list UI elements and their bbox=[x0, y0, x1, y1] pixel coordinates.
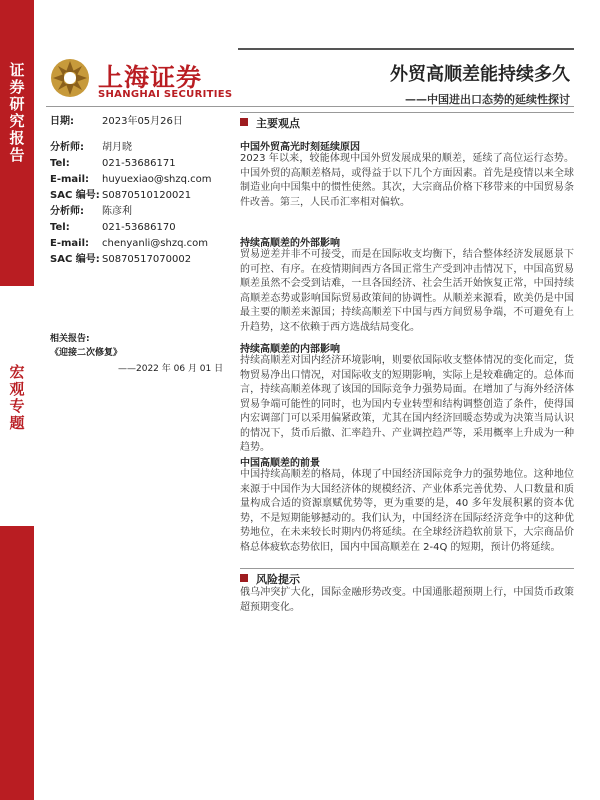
report-category-label: 宏观专题 bbox=[9, 363, 25, 432]
block-heading: 持续高顺差的内部影响 bbox=[240, 344, 340, 355]
date-value: 2023年05月26日 bbox=[102, 116, 183, 127]
sac-label: SAC 编号: bbox=[50, 254, 100, 265]
sac-label: SAC 编号: bbox=[50, 190, 100, 201]
header-divider bbox=[46, 106, 574, 107]
section-marker-icon bbox=[240, 118, 248, 126]
tel-value: 021-53686170 bbox=[102, 222, 176, 233]
section-title: 主要观点 bbox=[256, 117, 300, 130]
title-rule bbox=[238, 48, 574, 50]
block-text: 贸易逆差并非不可接受，而是在国际收支均衡下，结合整体经济发展愿景下的可控、有序。在疫情期间西方各国正常生产受到冲击情况下，中国高贸易顺差虽然不会受到诘难，一旦各国经济、社会生活开始恢复正常，中国持续高顺差态势或影响国际贸易政策间的协调性。从顺差来源看，欧美仍是中国最主要的顺差来源国；持续高顺差下中国与西方间贸易争端，不可避免有上升趋势，这不依赖于西方选战结局变化。 bbox=[240, 249, 574, 333]
analyst-name: 胡月晓 bbox=[102, 142, 132, 153]
analyst-tel-row bbox=[50, 220, 176, 236]
email-value[interactable]: chenyanli@shzq.com bbox=[102, 238, 208, 249]
tel-value: 021-53686171 bbox=[102, 158, 176, 169]
date-row bbox=[50, 114, 183, 130]
analyst-email-row bbox=[50, 172, 212, 188]
section-title: 风险提示 bbox=[256, 573, 300, 586]
date-label: 日期: bbox=[50, 116, 74, 127]
related-report-link[interactable]: 《迎接二次修复》 bbox=[50, 348, 123, 358]
report-type-label: 证券研究报告 bbox=[9, 61, 25, 164]
block-heading: 中国高顺差的前景 bbox=[240, 458, 320, 469]
analyst-name: 陈彦利 bbox=[102, 206, 132, 217]
block-text: 中国持续高顺差的格局，体现了中国经济国际竞争力的强势地位。这种地位来源于中国作为大国经济体的规模经济、产业体系完善优势、人口数量和质量构成合适的资源禀赋优势等，更为重要的是，40 多年发展积累的资本优势，不是短期能够撼动的。我们认为，中国经济在国际经济竞争中的这种优势地位，在未来较长时期内仍将延续。在全球经济趋软前景下，大宗商品价格总体疲软态势依旧，国内中国高顺差在 2-4Q 的短期，预计仍将延续。 bbox=[240, 469, 574, 553]
analyst-name-row bbox=[50, 140, 132, 156]
report-subtitle: ——中国进出口态势的延续性探讨 bbox=[405, 93, 570, 106]
analyst-label: 分析师: bbox=[50, 142, 84, 153]
analyst-name-row bbox=[50, 204, 132, 220]
related-report-date: ——2022 年 06 月 01 日 bbox=[118, 364, 224, 374]
brand-name-cn: 上海证券 bbox=[98, 63, 203, 92]
section-marker-icon bbox=[240, 574, 248, 582]
report-title: 外贸高顺差能持续多久 bbox=[390, 64, 570, 85]
side-band-bottom bbox=[0, 526, 34, 800]
email-label: E-mail: bbox=[50, 174, 90, 185]
block-heading: 持续高顺差的外部影响 bbox=[240, 238, 340, 249]
side-band bbox=[0, 0, 34, 800]
tel-label: Tel: bbox=[50, 222, 70, 233]
section-header-risk bbox=[240, 568, 574, 587]
section-header-key-points bbox=[240, 112, 574, 131]
analyst-tel-row bbox=[50, 156, 176, 172]
risk-text: 俄乌冲突扩大化，国际金融形势改变。中国通胀超预期上行，中国货币政策超预期变化。 bbox=[240, 587, 574, 613]
sac-value: S0870517070002 bbox=[102, 254, 192, 265]
email-label: E-mail: bbox=[50, 238, 90, 249]
tel-label: Tel: bbox=[50, 158, 70, 169]
analyst-sac-row bbox=[50, 188, 191, 204]
brand-name-en: SHANGHAI SECURITIES bbox=[98, 89, 233, 100]
analyst-label: 分析师: bbox=[50, 206, 84, 217]
block-text: 持续高顺差对国内经济环境影响，则要依国际收支整体情况的变化而定，货物贸易净出口情况，对国际收支的短期影响，实际上是较难确定的。总体而言，持续高顺差体现了该国的国际竞争力强势局面。在增加了与海外经济体贸易争端可能性的同时，也为国内专业转型和结构调整创造了条件，使得国内宏调部门可以采用偏紧政策，尤其在国内经济回暖态势或为决策当局认识的情况下，货币后撤、汇率趋升、产业调控趋严等，采用概率上升成为一种趋势。 bbox=[240, 355, 574, 453]
analyst-sac-row bbox=[50, 252, 191, 268]
analyst-email-row bbox=[50, 236, 208, 252]
block-heading: 中国外贸高光时刻延续原因 bbox=[240, 142, 360, 153]
related-label: 相关报告: bbox=[50, 334, 90, 344]
email-value[interactable]: huyuexiao@shzq.com bbox=[102, 174, 212, 185]
shanghai-securities-logo-icon bbox=[50, 58, 90, 98]
block-text: 2023 年以来，较能体现中国外贸发展成果的顺差，延续了高位运行态势。中国外贸的高顺差格局，或得益于以下几个方面因素。首先是疫情以来全球制造业向中国集中的惯性使然。其次，大宗商品价格下移带来的中国贸易条件改善。第三，人民币汇率相对偏软。 bbox=[240, 153, 574, 208]
sac-value: S0870510120021 bbox=[102, 190, 192, 201]
